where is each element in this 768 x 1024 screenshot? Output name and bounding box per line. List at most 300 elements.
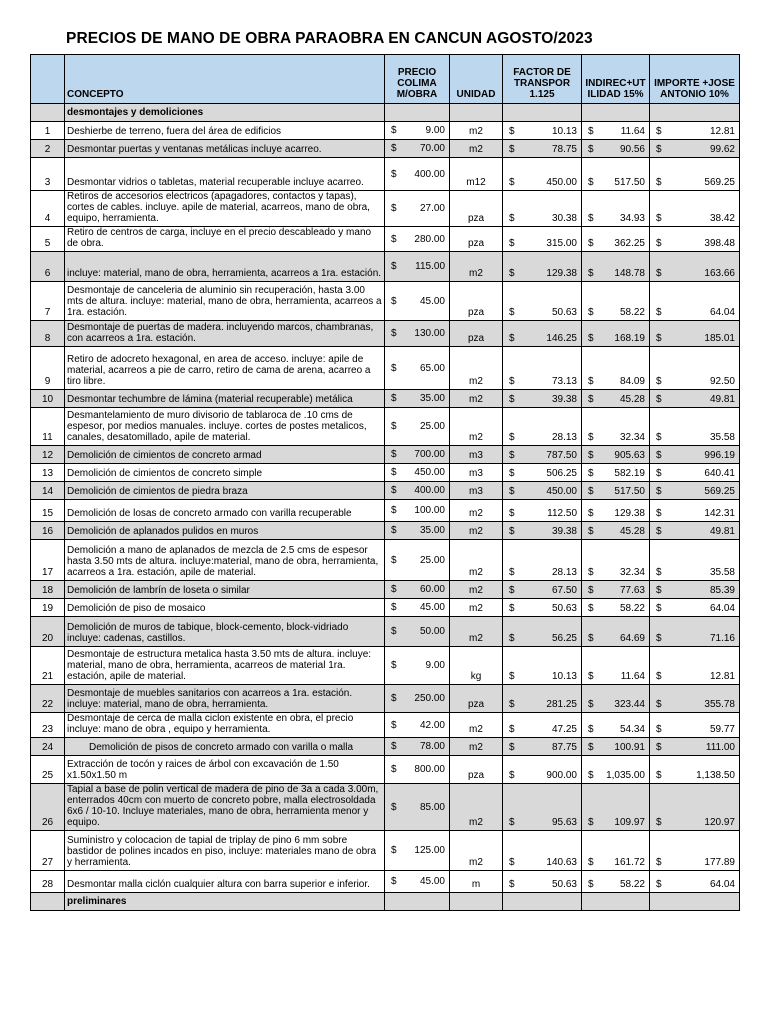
precio-cell (385, 252, 450, 282)
concept-cell: Desmontaje de cerca de malla ciclon existente en obra, el precio incluye: mano de obra , equipo y herramienta. (65, 713, 385, 738)
row-number: 25 (31, 756, 65, 784)
concept-cell: Demolición de cimientos de concreto simple (65, 464, 385, 482)
precio-cell-amount: 400.00 (414, 168, 445, 180)
precio-cell-amount: 25.00 (419, 554, 445, 566)
precio-cell-wrap (387, 328, 447, 339)
currency-sign: $ (391, 362, 397, 374)
indirec-cell-amount: 32.34 (619, 567, 645, 578)
precio-cell-wrap (387, 741, 447, 752)
currency-sign: $ (509, 268, 515, 279)
indirec-cell-amount: 58.22 (619, 603, 645, 614)
table-row (31, 464, 740, 482)
currency-sign: $ (588, 238, 594, 249)
factor-cell-amount: 129.38 (546, 268, 577, 279)
factor-cell-amount: 50.63 (551, 603, 577, 614)
currency-sign: $ (509, 394, 515, 405)
currency-sign: $ (509, 126, 515, 137)
importe-cell (650, 347, 740, 390)
precio-cell (385, 522, 450, 540)
precio-cell-amount: 115.00 (415, 261, 445, 272)
precio-cell-amount: 450.00 (414, 467, 445, 478)
importe-cell-amount: 85.39 (709, 585, 735, 596)
factor-cell (503, 282, 582, 321)
concept-cell: Demolición de muros de tabique, block-cemento, block-vidriado incluye: cadenas, castillos. (65, 617, 385, 647)
currency-sign: $ (509, 770, 515, 781)
table-row (31, 500, 740, 522)
currency-sign: $ (509, 817, 515, 828)
table-row (31, 158, 740, 191)
header-indirec: INDIREC+UT ILIDAD 15% (582, 55, 650, 104)
importe-cell-wrap (652, 333, 737, 344)
precio-cell-amount: 130.00 (414, 328, 445, 339)
indirec-cell-wrap (584, 879, 647, 890)
concept-cell: Deshierbe de terreno, fuera del área de edificios (65, 122, 385, 140)
currency-sign: $ (656, 450, 662, 461)
importe-cell-amount: 64.04 (709, 307, 735, 318)
indirec-cell (582, 464, 650, 482)
importe-cell-wrap (652, 770, 737, 781)
concept-cell: Desmontar techumbre de lámina (material recuperable) metálica (65, 390, 385, 408)
indirec-cell-amount: 129.38 (614, 508, 645, 519)
currency-sign: $ (391, 233, 397, 245)
concept-cell: Demolición de cimientos de piedra braza (65, 482, 385, 500)
row-number: 12 (31, 446, 65, 464)
currency-sign: $ (391, 554, 397, 566)
indirec-cell-amount: 11.64 (620, 126, 645, 137)
factor-cell (503, 446, 582, 464)
table-row (31, 347, 740, 390)
precio-cell-amount: 25.00 (419, 421, 445, 432)
importe-cell (650, 227, 740, 252)
indirec-cell-amount: 77.63 (619, 585, 645, 596)
indirec-cell-amount: 100.91 (614, 742, 645, 753)
row-number: 19 (31, 599, 65, 617)
currency-sign: $ (391, 719, 397, 731)
concept-cell: Demolición de cimientos de concreto armad (65, 446, 385, 464)
indirec-cell-amount: 58.22 (619, 879, 645, 890)
currency-sign: $ (588, 724, 594, 735)
precio-cell (385, 282, 450, 321)
importe-cell-wrap (652, 585, 737, 596)
indirec-cell (582, 140, 650, 158)
indirec-cell-amount: 517.50 (614, 177, 645, 188)
concept-cell: Desmontaje de canceleria de aluminio sin recuperación, hasta 3.00 mts de altura. incluye: material, mano de obra, herramienta, acarreos a 1ra. estación. (65, 282, 385, 321)
precio-cell-amount: 800.00 (414, 764, 445, 775)
factor-cell-amount: 10.13 (551, 126, 577, 137)
section-cell (385, 893, 450, 911)
indirec-cell-wrap (584, 724, 647, 735)
table-row (31, 756, 740, 784)
factor-cell-wrap (505, 432, 579, 443)
factor-cell-wrap (505, 817, 579, 828)
importe-cell (650, 252, 740, 282)
indirec-cell-amount: 362.25 (614, 238, 645, 249)
factor-cell (503, 158, 582, 191)
precio-cell (385, 831, 450, 871)
indirec-cell-wrap (584, 633, 647, 644)
indirec-cell-wrap (584, 177, 647, 188)
table-row (31, 599, 740, 617)
precio-cell (385, 464, 450, 482)
currency-sign: $ (391, 168, 397, 180)
currency-sign: $ (509, 603, 515, 614)
precio-cell-amount: 400.00 (414, 485, 445, 496)
factor-cell-wrap (505, 879, 579, 890)
precio-cell-wrap (387, 845, 447, 856)
currency-sign: $ (509, 376, 515, 387)
concept-cell: Demolición de lambrín de loseta o similar (65, 581, 385, 599)
indirec-cell-amount: 58.22 (619, 307, 645, 318)
unit-cell: pza (450, 685, 503, 713)
currency-sign: $ (656, 268, 662, 279)
importe-cell-amount: 355.78 (704, 699, 735, 710)
currency-sign: $ (391, 421, 397, 432)
row-number: 7 (31, 282, 65, 321)
importe-cell-wrap (652, 177, 737, 188)
indirec-cell-wrap (584, 238, 647, 249)
factor-cell (503, 599, 582, 617)
factor-cell-amount: 28.13 (551, 567, 577, 578)
indirec-cell-amount: 148.78 (614, 268, 645, 279)
importe-cell-wrap (652, 526, 737, 537)
precio-cell (385, 408, 450, 446)
precio-cell (385, 617, 450, 647)
precio-cell-wrap (387, 125, 447, 136)
currency-sign: $ (656, 633, 662, 644)
unit-cell: m2 (450, 347, 503, 390)
factor-cell (503, 390, 582, 408)
currency-sign: $ (509, 742, 515, 753)
indirec-cell-wrap (584, 126, 647, 137)
factor-cell (503, 756, 582, 784)
table-row (31, 617, 740, 647)
factor-cell-wrap (505, 585, 579, 596)
precio-cell-wrap (387, 720, 447, 731)
indirec-cell (582, 158, 650, 191)
indirec-cell-wrap (584, 585, 647, 596)
precio-cell (385, 500, 450, 522)
row-number: 16 (31, 522, 65, 540)
currency-sign: $ (588, 879, 594, 890)
table-row (31, 482, 740, 500)
unit-cell: pza (450, 282, 503, 321)
indirec-cell (582, 347, 650, 390)
factor-cell (503, 122, 582, 140)
section-cell (582, 893, 650, 911)
factor-cell (503, 713, 582, 738)
factor-cell-wrap (505, 144, 579, 155)
unit-cell: m2 (450, 390, 503, 408)
currency-sign: $ (656, 817, 662, 828)
currency-sign: $ (588, 394, 594, 405)
precio-cell-amount: 35.00 (419, 525, 445, 536)
factor-cell (503, 617, 582, 647)
precio-cell (385, 321, 450, 347)
indirec-cell-wrap (584, 671, 647, 682)
importe-cell (650, 713, 740, 738)
currency-sign: $ (391, 764, 397, 775)
importe-cell (650, 599, 740, 617)
table-row (31, 446, 740, 464)
concept-cell: incluye: material, mano de obra, herramienta, acarreos a 1ra. estación. (65, 252, 385, 282)
currency-sign: $ (588, 857, 594, 868)
table-row (31, 122, 740, 140)
document-title: PRECIOS DE MANO DE OBRA PARAOBRA EN CANCUN AGOSTO/2023 (66, 30, 593, 47)
factor-cell (503, 347, 582, 390)
factor-cell (503, 252, 582, 282)
indirec-cell-wrap (584, 486, 647, 497)
currency-sign: $ (391, 845, 397, 856)
precio-cell-wrap (387, 467, 447, 478)
currency-sign: $ (509, 486, 515, 497)
precio-cell-amount: 65.00 (419, 362, 445, 374)
currency-sign: $ (509, 879, 515, 890)
factor-cell-amount: 39.38 (551, 394, 577, 405)
precio-cell (385, 647, 450, 685)
concept-cell: Retiro de adocreto hexagonal, en area de acceso. incluye: apile de material, acarreos a pie de carro, retiro de cama de arena, acarreo a tiro libre. (65, 347, 385, 390)
factor-cell-wrap (505, 468, 579, 479)
currency-sign: $ (509, 857, 515, 868)
indirec-cell-amount: 11.64 (620, 671, 645, 682)
currency-sign: $ (391, 505, 397, 516)
factor-cell-amount: 87.75 (551, 742, 577, 753)
currency-sign: $ (588, 742, 594, 753)
unit-cell: pza (450, 227, 503, 252)
factor-cell-amount: 146.25 (546, 333, 577, 344)
importe-cell-wrap (652, 879, 737, 890)
row-number: 18 (31, 581, 65, 599)
currency-sign: $ (391, 584, 397, 595)
indirec-cell-wrap (584, 817, 647, 828)
importe-cell-amount: 92.50 (709, 376, 735, 387)
factor-cell-amount: 78.75 (551, 144, 577, 155)
unit-cell: pza (450, 191, 503, 227)
importe-cell-amount: 59.77 (709, 724, 735, 735)
currency-sign: $ (391, 467, 397, 478)
factor-cell (503, 647, 582, 685)
indirec-cell (582, 321, 650, 347)
indirec-cell (582, 599, 650, 617)
unit-cell: m2 (450, 122, 503, 140)
currency-sign: $ (391, 801, 397, 813)
currency-sign: $ (588, 486, 594, 497)
factor-cell-wrap (505, 376, 579, 387)
factor-cell-wrap (505, 508, 579, 519)
unit-cell: m2 (450, 522, 503, 540)
precio-cell-amount: 35.00 (419, 393, 445, 404)
indirec-cell (582, 482, 650, 500)
precio-cell-wrap (387, 693, 447, 704)
factor-cell (503, 191, 582, 227)
concept-cell: Tapial a base de polin vertical de madera de pino de 3a a cada 3.00m, enterrados 40cm con muerto de concreto pobre, malla electrosoldada 6x6 / 10-10. Incluye materiales, mano de obra, herramienta menor y equipo. (65, 784, 385, 831)
currency-sign: $ (509, 238, 515, 249)
unit-cell: m2 (450, 713, 503, 738)
importe-cell-amount: 12.81 (709, 126, 735, 137)
indirec-cell-amount: 90.56 (619, 144, 645, 155)
precio-cell-wrap (387, 602, 447, 613)
importe-cell-amount: 640.41 (704, 468, 735, 479)
importe-cell (650, 140, 740, 158)
factor-cell-wrap (505, 268, 579, 279)
factor-cell-wrap (505, 567, 579, 578)
unit-cell: m12 (450, 158, 503, 191)
factor-cell-wrap (505, 238, 579, 249)
currency-sign: $ (656, 468, 662, 479)
importe-cell (650, 321, 740, 347)
indirec-cell-wrap (584, 567, 647, 578)
currency-sign: $ (656, 126, 662, 137)
unit-cell: m (450, 871, 503, 893)
unit-cell: m2 (450, 540, 503, 581)
row-number: 26 (31, 784, 65, 831)
precio-cell-wrap (387, 802, 447, 813)
factor-cell-wrap (505, 126, 579, 137)
currency-sign: $ (588, 633, 594, 644)
currency-sign: $ (509, 567, 515, 578)
factor-cell-amount: 10.13 (551, 671, 577, 682)
precio-cell-amount: 9.00 (425, 125, 445, 136)
precio-cell (385, 158, 450, 191)
currency-sign: $ (588, 508, 594, 519)
unit-cell: pza (450, 321, 503, 347)
precio-cell-amount: 85.00 (419, 801, 445, 813)
currency-sign: $ (391, 261, 397, 272)
factor-cell-wrap (505, 450, 579, 461)
importe-cell-wrap (652, 633, 737, 644)
currency-sign: $ (509, 177, 515, 188)
currency-sign: $ (391, 741, 397, 752)
indirec-cell (582, 446, 650, 464)
indirec-cell-wrap (584, 394, 647, 405)
factor-cell-wrap (505, 742, 579, 753)
factor-cell (503, 227, 582, 252)
importe-cell-wrap (652, 817, 737, 828)
importe-cell-wrap (652, 567, 737, 578)
importe-cell (650, 390, 740, 408)
factor-cell-wrap (505, 486, 579, 497)
row-number: 15 (31, 500, 65, 522)
section-label: desmontajes y demoliciones (65, 104, 385, 122)
table-row (31, 408, 740, 446)
factor-cell-wrap (505, 394, 579, 405)
indirec-cell (582, 738, 650, 756)
importe-cell-wrap (652, 213, 737, 224)
importe-cell (650, 464, 740, 482)
precio-cell-amount: 700.00 (414, 449, 445, 460)
row-number: 1 (31, 122, 65, 140)
currency-sign: $ (588, 376, 594, 387)
currency-sign: $ (588, 567, 594, 578)
indirec-cell (582, 831, 650, 871)
importe-cell-amount: 49.81 (709, 526, 735, 537)
importe-cell (650, 831, 740, 871)
indirec-cell (582, 871, 650, 893)
currency-sign: $ (588, 333, 594, 344)
precio-cell-amount: 27.00 (419, 203, 445, 214)
indirec-cell-wrap (584, 144, 647, 155)
precio-cell (385, 446, 450, 464)
precio-cell-wrap (387, 584, 447, 595)
unit-cell: pza (450, 756, 503, 784)
precio-cell (385, 685, 450, 713)
precio-cell-wrap (387, 421, 447, 432)
header-num (31, 55, 65, 104)
factor-cell-wrap (505, 526, 579, 537)
precio-cell-amount: 250.00 (414, 693, 445, 704)
precio-cell-wrap (387, 449, 447, 460)
importe-cell-wrap (652, 238, 737, 249)
currency-sign: $ (391, 295, 397, 307)
table-row (31, 831, 740, 871)
row-number: 9 (31, 347, 65, 390)
section-row (31, 893, 740, 911)
section-cell (450, 893, 503, 911)
importe-cell-wrap (652, 508, 737, 519)
importe-cell (650, 408, 740, 446)
currency-sign: $ (588, 699, 594, 710)
row-number: 22 (31, 685, 65, 713)
factor-cell-wrap (505, 333, 579, 344)
row-number: 14 (31, 482, 65, 500)
concept-cell: Desmontaje de estructura metalica hasta 3.50 mts de altura. incluye: material, mano de obra, herramienta, acarreos de material 1ra. estación, apile de material. (65, 647, 385, 685)
indirec-cell-wrap (584, 468, 647, 479)
indirec-cell-amount: 32.34 (619, 432, 645, 443)
unit-cell: m2 (450, 617, 503, 647)
importe-cell-wrap (652, 450, 737, 461)
currency-sign: $ (656, 213, 662, 224)
importe-cell (650, 282, 740, 321)
importe-cell (650, 122, 740, 140)
currency-sign: $ (588, 770, 594, 781)
unit-cell: kg (450, 647, 503, 685)
row-number: 10 (31, 390, 65, 408)
currency-sign: $ (588, 526, 594, 537)
factor-cell (503, 831, 582, 871)
currency-sign: $ (656, 699, 662, 710)
section-cell (450, 104, 503, 122)
currency-sign: $ (656, 376, 662, 387)
precio-cell-amount: 78.00 (419, 741, 445, 752)
row-number: 2 (31, 140, 65, 158)
factor-cell (503, 482, 582, 500)
currency-sign: $ (656, 567, 662, 578)
header-concepto: CONCEPTO (65, 55, 385, 104)
factor-cell (503, 685, 582, 713)
currency-sign: $ (656, 526, 662, 537)
currency-sign: $ (656, 857, 662, 868)
indirec-cell-wrap (584, 432, 647, 443)
currency-sign: $ (391, 876, 397, 887)
indirec-cell-amount: 45.28 (619, 394, 645, 405)
table-row (31, 140, 740, 158)
currency-sign: $ (656, 508, 662, 519)
indirec-cell-amount: 168.19 (614, 333, 645, 344)
importe-cell (650, 617, 740, 647)
importe-cell (650, 446, 740, 464)
currency-sign: $ (391, 125, 397, 136)
importe-cell-amount: 35.58 (709, 567, 735, 578)
row-number: 23 (31, 713, 65, 738)
importe-cell-amount: 111.00 (705, 742, 735, 753)
precio-cell-wrap (387, 234, 447, 245)
importe-cell-amount: 120.97 (704, 817, 735, 828)
importe-cell-amount: 163.66 (704, 268, 735, 279)
currency-sign: $ (391, 449, 397, 460)
importe-cell (650, 738, 740, 756)
section-cell (650, 893, 740, 911)
precio-cell-wrap (387, 876, 447, 887)
importe-cell-wrap (652, 376, 737, 387)
